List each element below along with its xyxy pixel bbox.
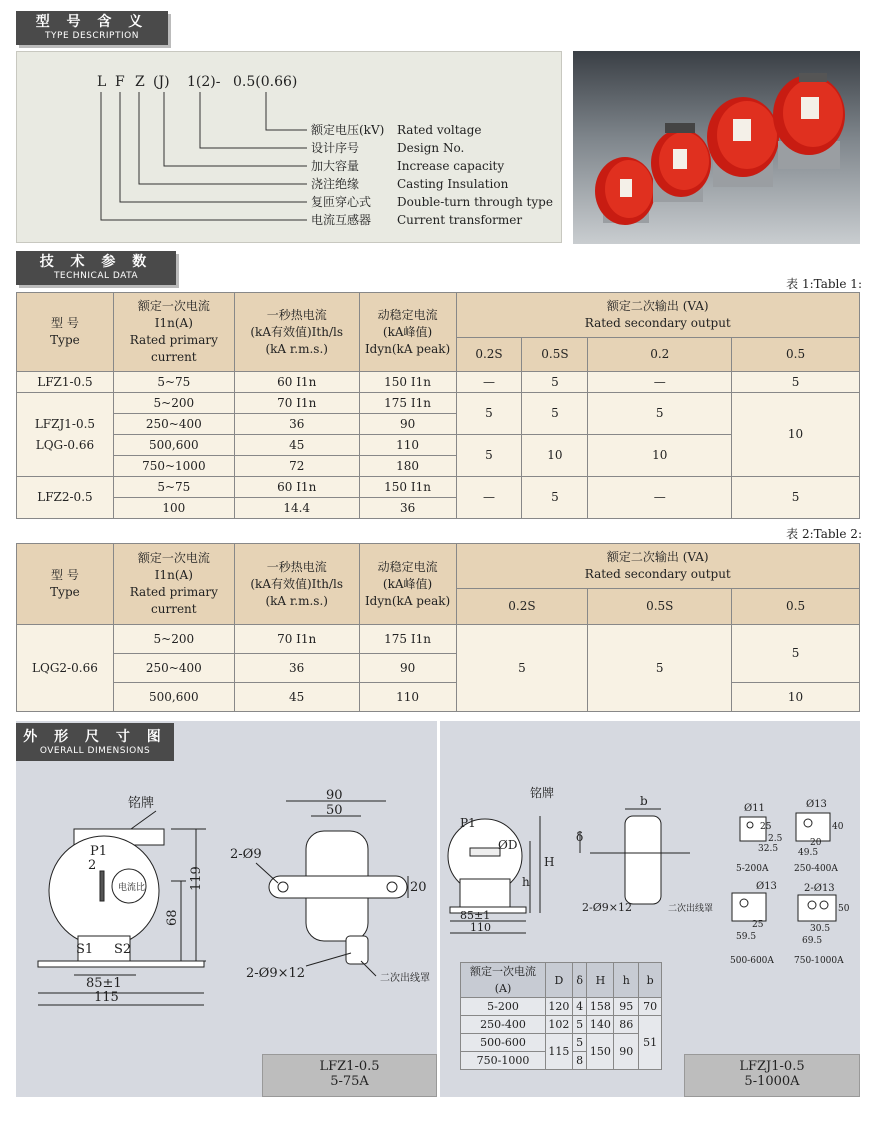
dim-header-d: D [545,963,572,998]
table-cell: 90 [614,1034,639,1070]
table-row [461,1034,662,1052]
lfz1-two-label: 2 [88,858,97,873]
table-row [461,1016,662,1034]
dim-header-h-small: h [614,963,639,998]
type-description-header [16,11,168,45]
t1-header-c2: 0.5S [522,338,588,372]
lfz1-s1-label: S1 [76,942,94,957]
lfzj1-cap-b-label: 250-400A [794,864,838,874]
table-cell: 110 [359,683,456,712]
table-cell: 5~75 [113,477,234,498]
lfz1-p1-label: P1 [90,844,108,859]
lfzj1-n30-5-label: 30.5 [810,924,831,934]
table-cell: 5 [456,625,588,712]
table-cell: 5 [522,477,588,519]
table-cell: 500,600 [113,683,234,712]
lfz1-w85-label: 85±1 [86,976,122,991]
lfzj1-d13c-label: 2-Ø13 [804,883,835,894]
lfzj1-delta-label: δ [576,830,584,844]
lfz1-h119-label: 119 [189,866,204,891]
type-row-en: Double-turn through type [397,195,553,209]
table-cell: 5 [456,393,522,435]
table-cell: LFZJ1-0.5 LQG-0.66 [17,393,114,477]
table-cell: LFZ1-0.5 [17,372,114,393]
t1-header-type: 型 号 Type [17,293,114,372]
table-cell: 750-1000 [461,1052,546,1070]
table-cell: 500,600 [113,435,234,456]
type-row-cn: 电流互感器 [311,213,372,227]
lfzj1-n32-5-label: 32.5 [758,844,779,854]
table-cell: LQG2-0.66 [17,625,114,712]
product-photo [573,51,860,244]
lfzj1-cap-a-label: 5-200A [736,864,769,874]
lfzj1-cap-d-label: 750-1000A [794,956,844,966]
type-row-en: Rated voltage [397,123,482,137]
table-row [17,393,860,414]
table-cell: 86 [614,1016,639,1034]
table-cell: 5 [588,625,732,712]
t2-header-primary: 额定一次电流 I1n(A) Rated primary current [113,544,234,625]
technical-data-title-cn: 技 术 参 数 [39,254,153,270]
type-description-title-en: TYPE DESCRIPTION [45,31,139,41]
lfzj1-d-label: ØD [498,838,518,852]
table1 [16,292,860,519]
table-cell: 150 [587,1034,614,1070]
table-cell: 60 I1n [234,372,359,393]
lfzj1-n49-5-label: 49.5 [798,848,819,858]
lfzj1-n59-5-label: 59.5 [736,932,757,942]
table-cell: — [588,477,732,519]
lfz1-w115-label: 115 [94,990,119,1005]
code-design: 1(2)- [187,74,221,90]
t2-header-c1: 0.2S [456,589,588,625]
t1-header-secondary: 额定二次输出 (VA) Rated secondary output [456,293,859,338]
table-cell: 140 [587,1016,614,1034]
lfzj1-cap-c-label: 500-600A [730,956,774,966]
lfzj1-w85-label: 85±1 [460,909,491,922]
table-cell: 36 [234,654,359,683]
type-row-cn: 设计序号 [311,141,360,155]
table-cell: 500-600 [461,1034,546,1052]
table-row [17,683,860,712]
type-description-title-cn: 型 号 含 义 [35,14,149,30]
lfz1-h68-label: 68 [165,909,180,926]
table-cell: 5 [456,435,522,477]
table-cell: 10 [522,435,588,477]
lfz1-cover-label: 二次出线罩 [380,973,430,984]
table-cell: 90 [359,414,456,435]
code-f: F [115,74,125,90]
table-cell: — [456,477,522,519]
table-cell: 45 [234,683,359,712]
table-cell: 180 [359,456,456,477]
table-row [17,372,860,393]
table-cell: 90 [359,654,456,683]
type-row-cn: 额定电压(kV) [311,123,385,137]
table-cell: 150 I1n [359,372,456,393]
t1-header-primary: 额定一次电流 I1n(A) Rated primary current [113,293,234,372]
lfzj1-n2-5-label: 2.5 [768,834,783,844]
table-cell: 110 [359,435,456,456]
table-cell: 150 I1n [359,477,456,498]
dim-header-h-big: H [587,963,614,998]
t2-header-thermal: 一秒热电流 (kA有效值)Ith/ls (kA r.m.s.) [234,544,359,625]
table-cell: 45 [234,435,359,456]
lfzj1-holes912-label: 2-Ø9×12 [582,901,632,914]
table-cell: 120 [545,998,572,1016]
table2 [16,543,860,712]
lfz1-s2-label: S2 [114,942,132,957]
table-cell: 14.4 [234,498,359,519]
table-cell: 4 [572,998,587,1016]
lfz1-nameplate-label: 铭牌 [128,796,155,811]
table-row [17,477,860,498]
t2-header-c3: 0.5 [732,589,860,625]
lfzj1-b-label: b [640,794,648,808]
table-cell: 175 I1n [359,393,456,414]
table-cell: 8 [572,1052,587,1070]
table-cell: 70 I1n [234,393,359,414]
lfzj1-d11-label: Ø11 [744,803,765,814]
t2-header-type: 型 号 Type [17,544,114,625]
table-cell: 102 [545,1016,572,1034]
table-row [17,625,860,654]
type-code-diagram [17,52,563,244]
table-cell: 250~400 [113,414,234,435]
type-row-en: Increase capacity [397,159,505,173]
lfz1-drawing [16,721,437,1097]
type-row-cn: 复匝穿心式 [311,195,372,209]
code-j: (J) [153,74,170,90]
table-cell: 115 [545,1034,572,1070]
dimension-table [460,962,662,1070]
code-voltage: 0.5(0.66) [233,74,298,90]
table-cell: 5~200 [113,625,234,654]
overall-dimensions-title-cn: 外 形 尺 寸 图 [23,729,167,745]
lfzj1-hsmall-label: h [522,875,530,889]
technical-data-title-en: TECHNICAL DATA [53,271,139,281]
table-cell: 70 I1n [234,625,359,654]
table2-caption: 表 2:Table 2: [786,527,862,541]
lfzj1-n25a-label: 25 [760,822,772,832]
table-cell: 5 [732,372,860,393]
code-l: L [97,74,107,90]
type-row-en: Casting Insulation [397,177,509,191]
lfz1-holes9-label: 2-Ø9 [230,847,262,862]
lfzj1-w110-label: 110 [470,921,491,934]
table-cell: 51 [639,1016,662,1070]
technical-data-header [16,251,176,285]
lfzj1-hbig-label: H [544,855,555,869]
code-z: Z [135,74,145,90]
t1-header-c4: 0.5 [732,338,860,372]
lfzj1-model-label: LFZJ1-0.5 5-1000A [684,1054,860,1097]
table-cell: LFZ2-0.5 [17,477,114,519]
table-cell: 5 [572,1034,587,1052]
table-cell: 5~75 [113,372,234,393]
table-cell: 100 [113,498,234,519]
table-cell: 5~200 [113,393,234,414]
table-cell: 10 [732,683,860,712]
table-cell: 5-200 [461,998,546,1016]
product-photo-image [573,51,860,244]
lfzj1-n40-label: 40 [832,822,844,832]
table-cell: 95 [614,998,639,1016]
table1-caption: 表 1:Table 1: [786,277,862,291]
t1-header-thermal: 一秒热电流 (kA有效值)Ith/ls (kA r.m.s.) [234,293,359,372]
lfz1-w90-label: 90 [326,788,343,803]
table-cell: 5 [522,372,588,393]
type-row-cn: 浇注绝缘 [311,177,360,191]
table-cell: 10 [588,435,732,477]
lfzj1-n69-5-label: 69.5 [802,936,823,946]
lfz1-h20-label: 20 [410,880,427,895]
lfzj1-p1-label: P1 [460,816,476,830]
t2-header-secondary: 额定二次输出 (VA) Rated secondary output [456,544,859,589]
lfzj1-n20-label: 20 [810,838,822,848]
table-cell: 5 [732,477,860,519]
overall-dimensions-title-en: OVERALL DIMENSIONS [39,746,151,756]
lfz1-meter-label: 电流比 [118,883,146,893]
type-row-en: Current transformer [397,213,523,227]
table-row [461,998,662,1016]
table-cell: 175 I1n [359,625,456,654]
table-cell: 70 [639,998,662,1016]
table-cell: — [456,372,522,393]
lfzj1-d13a-label: Ø13 [806,799,827,810]
lfz1-w50-label: 50 [326,803,343,818]
table-cell: 250-400 [461,1016,546,1034]
lfz1-holes912-label: 2-Ø9×12 [246,966,306,981]
table-cell: 72 [234,456,359,477]
table-cell: 158 [587,998,614,1016]
t1-header-c3: 0.2 [588,338,732,372]
dim-header-b: b [639,963,662,998]
dim-header-delta: δ [572,963,587,998]
table-cell: 5 [522,393,588,435]
lfzj1-cover-label: 二次出线罩 [668,904,714,914]
t2-header-dynamic: 动稳定电流 (kA峰值) Idyn(kA peak) [359,544,456,625]
t1-header-dynamic: 动稳定电流 (kA峰值) Idyn(kA peak) [359,293,456,372]
table-cell: 36 [234,414,359,435]
dim-header-current: 额定一次电流(A) [461,963,546,998]
lfzj1-n50-label: 50 [838,904,850,914]
type-row-en: Design No. [397,141,465,155]
lfzj1-nameplate-label: 铭牌 [530,786,555,800]
type-description-panel [16,51,562,243]
lfzj1-n25b-label: 25 [752,920,764,930]
table-cell: 5 [588,393,732,435]
table-cell: 36 [359,498,456,519]
t1-header-c1: 0.2S [456,338,522,372]
lfzj1-d13b-label: Ø13 [756,881,777,892]
table-cell: 60 I1n [234,477,359,498]
table-cell: — [588,372,732,393]
table-cell: 5 [572,1016,587,1034]
t2-header-c2: 0.5S [588,589,732,625]
type-row-cn: 加大容量 [311,159,360,173]
table-cell: 750~1000 [113,456,234,477]
table-cell: 250~400 [113,654,234,683]
table-cell: 5 [732,625,860,683]
lfz1-model-label: LFZ1-0.5 5-75A [262,1054,437,1097]
table-cell: 10 [732,393,860,477]
